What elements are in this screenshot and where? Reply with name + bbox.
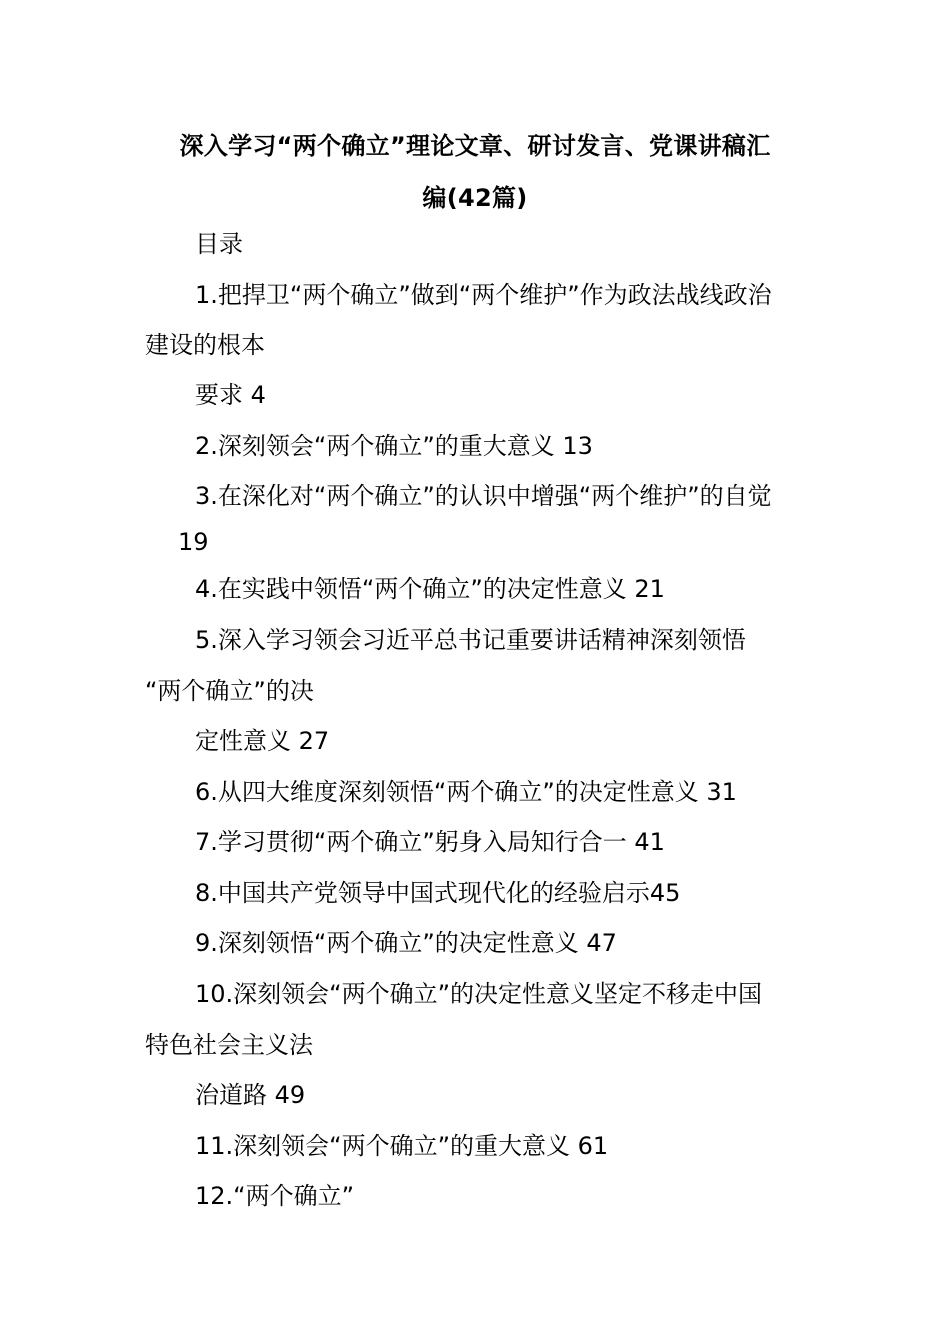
document-title — [145, 120, 805, 224]
toc-line: 10.深刻领会“两个确立”的决定性意义坚定不移走中国 — [195, 980, 763, 1008]
toc-line: 2.深刻领会“两个确立”的重大意义 13 — [195, 432, 593, 460]
toc-line: 定性意义 27 — [195, 727, 330, 755]
toc-line: 7.学习贯彻“两个确立”躬身入局知行合一 41 — [195, 828, 665, 856]
toc-line: 要求 4 — [195, 381, 266, 409]
toc-line: “两个确立”的决 — [145, 677, 314, 705]
toc-line: 4.在实践中领悟“两个确立”的决定性意义 21 — [195, 575, 665, 603]
toc-heading: 目录 — [195, 230, 243, 258]
toc-line: 8.中国共产党领导中国式现代化的经验启示45 — [195, 879, 681, 907]
toc-line: 6.从四大维度深刻领悟“两个确立”的决定性意义 31 — [195, 778, 737, 806]
toc-line: 9.深刻领悟“两个确立”的决定性意义 47 — [195, 929, 617, 957]
toc-line: 11.深刻领会“两个确立”的重大意义 61 — [195, 1132, 609, 1160]
document-title-line-2: 编(42篇) — [422, 184, 528, 212]
toc-line: 特色社会主义法 — [145, 1031, 313, 1059]
toc-line: 3.在深化对“两个确立”的认识中增强“两个维护”的自觉 — [195, 482, 772, 510]
toc-line: 19 — [178, 528, 209, 556]
toc-line: 1.把捍卫“两个确立”做到“两个维护”作为政法战线政治 — [195, 281, 772, 309]
toc-line: 治道路 49 — [195, 1081, 306, 1109]
toc-line: 12.“两个确立” — [195, 1182, 355, 1210]
toc-line: 建设的根本 — [145, 331, 265, 359]
toc-line: 5.深入学习领会习近平总书记重要讲话精神深刻领悟 — [195, 626, 746, 654]
document-title-line-1: 深入学习“两个确立”理论文章、研讨发言、党课讲稿汇 — [179, 132, 771, 160]
